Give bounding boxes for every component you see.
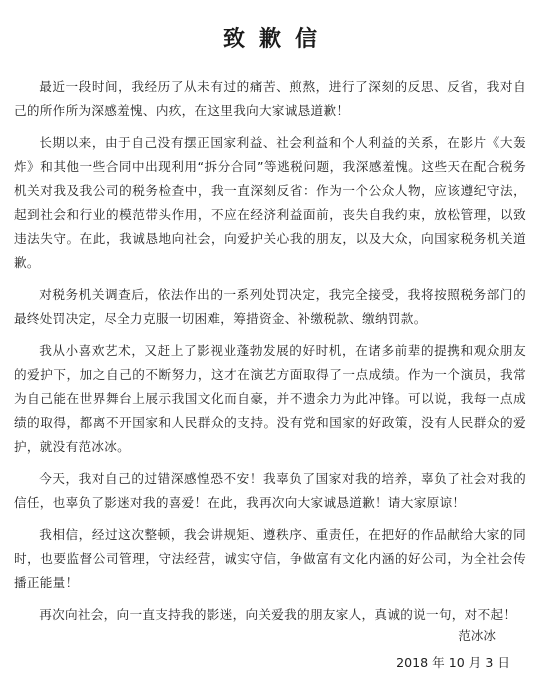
paragraph-2: 长期以来，由于自己没有摆正国家利益、社会利益和个人利益的关系，在影片《大轰炸》和其他一些合同中出现利用“拆分合同”等逃税问题，我深感羞愧。这些天在配合税务机关对我及我公司的税务检查中，我一直深刻反省：作为一个公众人物，应该遵纪守法，起到社会和行业的模范带头作用，不应在经济利益面前，丧失自我约束，放松管理，以致违法失守。在此，我诚恳地向社会，向爱护关心我的朋友，以及大众，向国家税务机关道歉。 bbox=[14, 135, 526, 270]
paragraph-1: 最近一段时间，我经历了从未有过的痛苦、煎熬，进行了深刻的反思、反省，我对自己的所作所为深感羞愧、内疚，在这里我向大家诚恳道歉！ bbox=[14, 79, 526, 118]
letter-body bbox=[14, 75, 526, 627]
paragraph-7: 再次向社会，向一直支持我的影迷，向关爱我的朋友家人，真诚的说一句，对不起！ bbox=[39, 607, 517, 622]
signature: 范冰冰 bbox=[458, 628, 496, 643]
paragraph-3: 对税务机关调查后，依法作出的一系列处罚决定，我完全接受，我将按照税务部门的最终处罚决定，尽全力克服一切困难，筹措资金、补缴税款、缴纳罚款。 bbox=[14, 287, 526, 326]
letter-title: 致歉信 bbox=[222, 27, 331, 52]
paragraph-4: 我从小喜欢艺术，又赶上了影视业蓬勃发展的好时机，在诸多前辈的提携和观众朋友的爱护下，加之自己的不断努力，这才在演艺方面取得了一点成绩。作为一个演员，我常为自己能在世界舞台上展示我国文化而自豪，并不遗余力为此冲锋。可以说，我每一点成绩的取得，都离不开国家和人民群众的支持。没有党和国家的好政策，没有人民群众的爱护，就没有范冰冰。 bbox=[14, 343, 526, 454]
letter-date: 2018 年 10 月 3 日 bbox=[396, 655, 510, 670]
paragraph-6: 我相信，经过这次整顿，我会讲规矩、遵秩序、重责任，在把好的作品献给大家的同时，也要监督公司管理，守法经营，诚实守信，争做富有文化内涵的好公司，为全社会传播正能量！ bbox=[14, 527, 526, 590]
paragraph-5: 今天，我对自己的过错深感惶恐不安！我辜负了国家对我的培养，辜负了社会对我的信任，也辜负了影迷对我的喜爱！在此，我再次向大家诚恳道歉！请大家原谅！ bbox=[14, 471, 526, 510]
